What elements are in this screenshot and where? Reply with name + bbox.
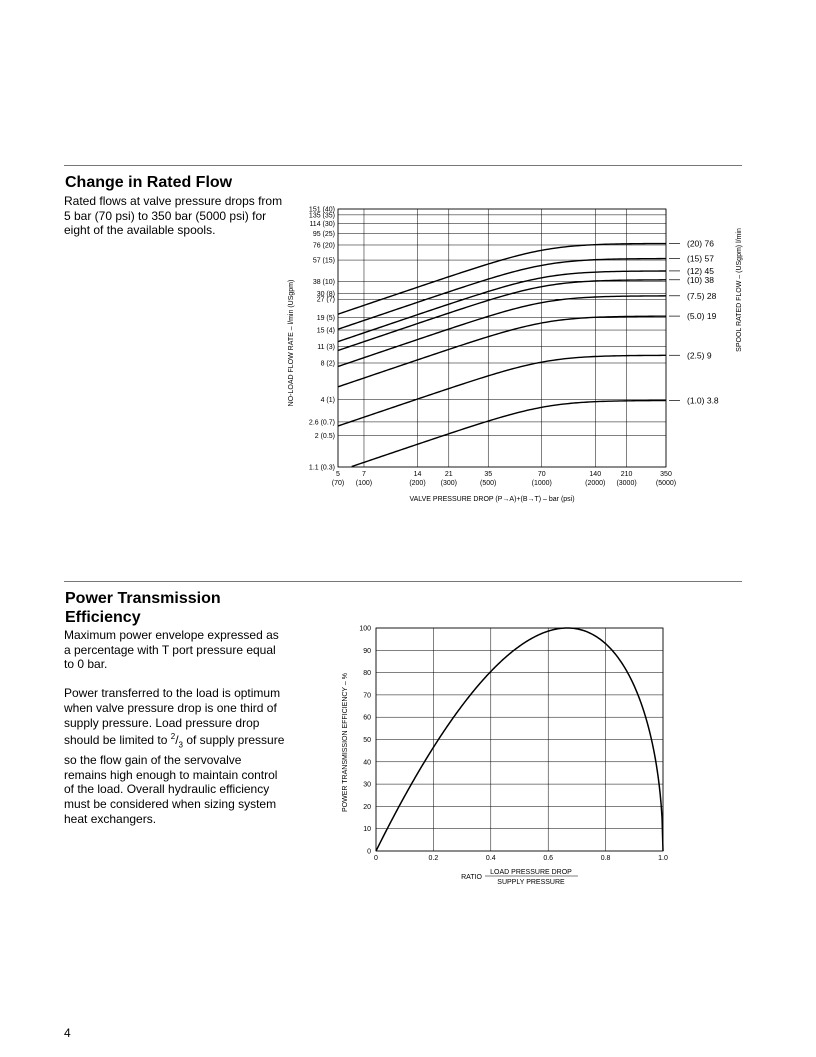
rated-flow-x-tick-sublabel: (100) bbox=[355, 480, 373, 487]
rated-flow-text: Rated flows at valve pressure drops from 5 bar (70 psi) to 350 bar (5000 psi) for eight of the available spools. bbox=[64, 194, 283, 238]
rated-flow-y-tick-label: 38 (10) bbox=[312, 278, 335, 286]
rated-flow-curve-label: (15) 57 bbox=[687, 253, 714, 264]
rated-flow-x-tick-label: 140 bbox=[589, 471, 602, 478]
efficiency-y-tick-label: 30 bbox=[363, 781, 371, 789]
efficiency-y-tick-label: 50 bbox=[363, 737, 371, 744]
efficiency-para-1: Maximum power envelope expressed as a percentage with T port pressure equal to 0 bar. bbox=[64, 628, 279, 672]
rated-flow-y-tick-label: 2 (0.5) bbox=[314, 433, 335, 441]
rated-flow-y-tick-label: 76 (20) bbox=[312, 242, 335, 250]
section-title-efficiency-line2: Efficiency bbox=[65, 609, 141, 626]
rated-flow-x-tick-label: 7 bbox=[362, 471, 366, 478]
rated-flow-right-axis-label: SPOOL RATED FLOW – (USgpm) l/min bbox=[736, 228, 743, 352]
section-title-rated-flow: Change in Rated Flow bbox=[65, 174, 233, 191]
efficiency-x-tick-label: 0.8 bbox=[600, 855, 611, 862]
rated-flow-y-tick-label: 95 (25) bbox=[312, 230, 335, 238]
efficiency-y-tick-label: 80 bbox=[363, 670, 371, 678]
rated-flow-y-tick-label: 57 (15) bbox=[312, 257, 335, 265]
fraction-denominator: 3 bbox=[178, 740, 183, 750]
efficiency-y-tick-label: 20 bbox=[363, 803, 371, 811]
rated-flow-y-tick-label: 4 (1) bbox=[320, 396, 335, 404]
rated-flow-x-tick-sublabel: (3000) bbox=[616, 480, 637, 487]
efficiency-y-tick-label: 60 bbox=[363, 714, 371, 722]
efficiency-para-2-b: of supply pressure so the flow gain of the servovalve remains high enough to maintain control of the load. Overall hydraulic efficiency must be considered when sizing system heat exchangers. bbox=[64, 733, 285, 826]
rated-flow-y-tick-label: 19 (5) bbox=[316, 315, 335, 323]
rated-flow-y-tick-label: 15 (4) bbox=[316, 327, 335, 335]
rated-flow-x-tick-label: 350 bbox=[660, 471, 672, 478]
efficiency-para-2-a: Power transferred to the load is optimum when valve pressure drop is one third of supply pressure. Load pressure drop should be limited to bbox=[64, 686, 281, 748]
rated-flow-x-tick-sublabel: (300) bbox=[440, 480, 457, 487]
rated-flow-x-tick-sublabel: (2000) bbox=[585, 480, 606, 487]
rated-flow-curve-label: (2.5) 9 bbox=[687, 350, 712, 361]
efficiency-y-tick-label: 0 bbox=[367, 848, 371, 856]
efficiency-y-tick-label: 10 bbox=[363, 826, 371, 834]
efficiency-y-axis-label: POWER TRANSMISSION EFFICIENCY – % bbox=[342, 673, 349, 812]
efficiency-x-tick-label: 0.6 bbox=[543, 855, 554, 862]
rated-flow-x-tick-label: 35 bbox=[484, 471, 493, 478]
rated-flow-x-tick-sublabel: (500) bbox=[480, 480, 497, 487]
rated-flow-y-axis-label: NO-LOAD FLOW RATE – l/min (USgpm) bbox=[288, 279, 295, 407]
efficiency-y-tick-label: 100 bbox=[359, 625, 371, 633]
rated-flow-x-tick-label: 210 bbox=[620, 471, 633, 478]
rated-flow-x-tick-sublabel: (1000) bbox=[531, 480, 552, 487]
two-thirds-fraction: $^2/_3$ bbox=[170, 732, 183, 750]
rated-flow-y-tick-label: 27 (7) bbox=[316, 296, 335, 304]
efficiency-x-tick-label: 0 bbox=[374, 855, 378, 862]
rated-flow-curve-label: (20) 76 bbox=[687, 238, 714, 249]
rated-flow-y-tick-label: 2.6 (0.7) bbox=[308, 419, 335, 427]
efficiency-x-axis-label-denominator: SUPPLY PRESSURE bbox=[497, 879, 565, 886]
rated-flow-y-tick-label: 8 (2) bbox=[320, 360, 335, 368]
rated-flow-y-tick-label: 30 (8) bbox=[316, 291, 335, 299]
rated-flow-x-axis-label: VALVE PRESSURE DROP (P→A)+(B→T) – bar (psi) bbox=[409, 496, 575, 503]
efficiency-x-tick-label: 1.0 bbox=[658, 855, 668, 862]
efficiency-x-tick-label: 0.2 bbox=[428, 855, 439, 862]
rated-flow-x-tick-label: 70 bbox=[537, 471, 546, 478]
rated-flow-y-tick-label: 11 (3) bbox=[317, 343, 335, 351]
fraction-numerator: 2 bbox=[170, 732, 176, 742]
efficiency-x-axis-label-numerator: LOAD PRESSURE DROP bbox=[490, 869, 572, 876]
rated-flow-y-tick-label: 114 (30) bbox=[309, 221, 335, 229]
rated-flow-curve-label: (12) 45 bbox=[687, 265, 714, 276]
efficiency-y-tick-label: 90 bbox=[363, 647, 371, 655]
efficiency-x-axis-label-prefix: RATIO bbox=[461, 874, 482, 881]
rated-flow-curve-label: (10) 38 bbox=[687, 274, 714, 285]
efficiency-y-tick-label: 70 bbox=[363, 692, 371, 700]
rated-flow-x-tick-label: 21 bbox=[444, 471, 453, 478]
rated-flow-y-tick-label: 1.1 (0.3) bbox=[308, 464, 335, 472]
efficiency-x-tick-label: 0.4 bbox=[485, 855, 496, 862]
rated-flow-x-tick-label: 14 bbox=[413, 471, 422, 478]
efficiency-y-tick-label: 40 bbox=[363, 759, 371, 767]
section-title-efficiency-line1: Power Transmission bbox=[65, 590, 221, 607]
page-number: 4 bbox=[64, 1026, 71, 1040]
rated-flow-curve-label: (7.5) 28 bbox=[687, 290, 717, 301]
rated-flow-x-tick-sublabel: (200) bbox=[409, 480, 426, 487]
rated-flow-y-tick-label: 151 (40) bbox=[308, 206, 335, 214]
rated-flow-x-tick-sublabel: (70) bbox=[331, 480, 345, 487]
rated-flow-x-tick-label: 5 bbox=[336, 471, 340, 478]
rated-flow-curve-label: (1.0) 3.8 bbox=[687, 395, 719, 406]
rated-flow-x-tick-sublabel: (5000) bbox=[655, 480, 677, 487]
rated-flow-y-tick-label: 135 (35) bbox=[308, 212, 335, 220]
rated-flow-curve-label: (5.0) 19 bbox=[687, 311, 717, 322]
